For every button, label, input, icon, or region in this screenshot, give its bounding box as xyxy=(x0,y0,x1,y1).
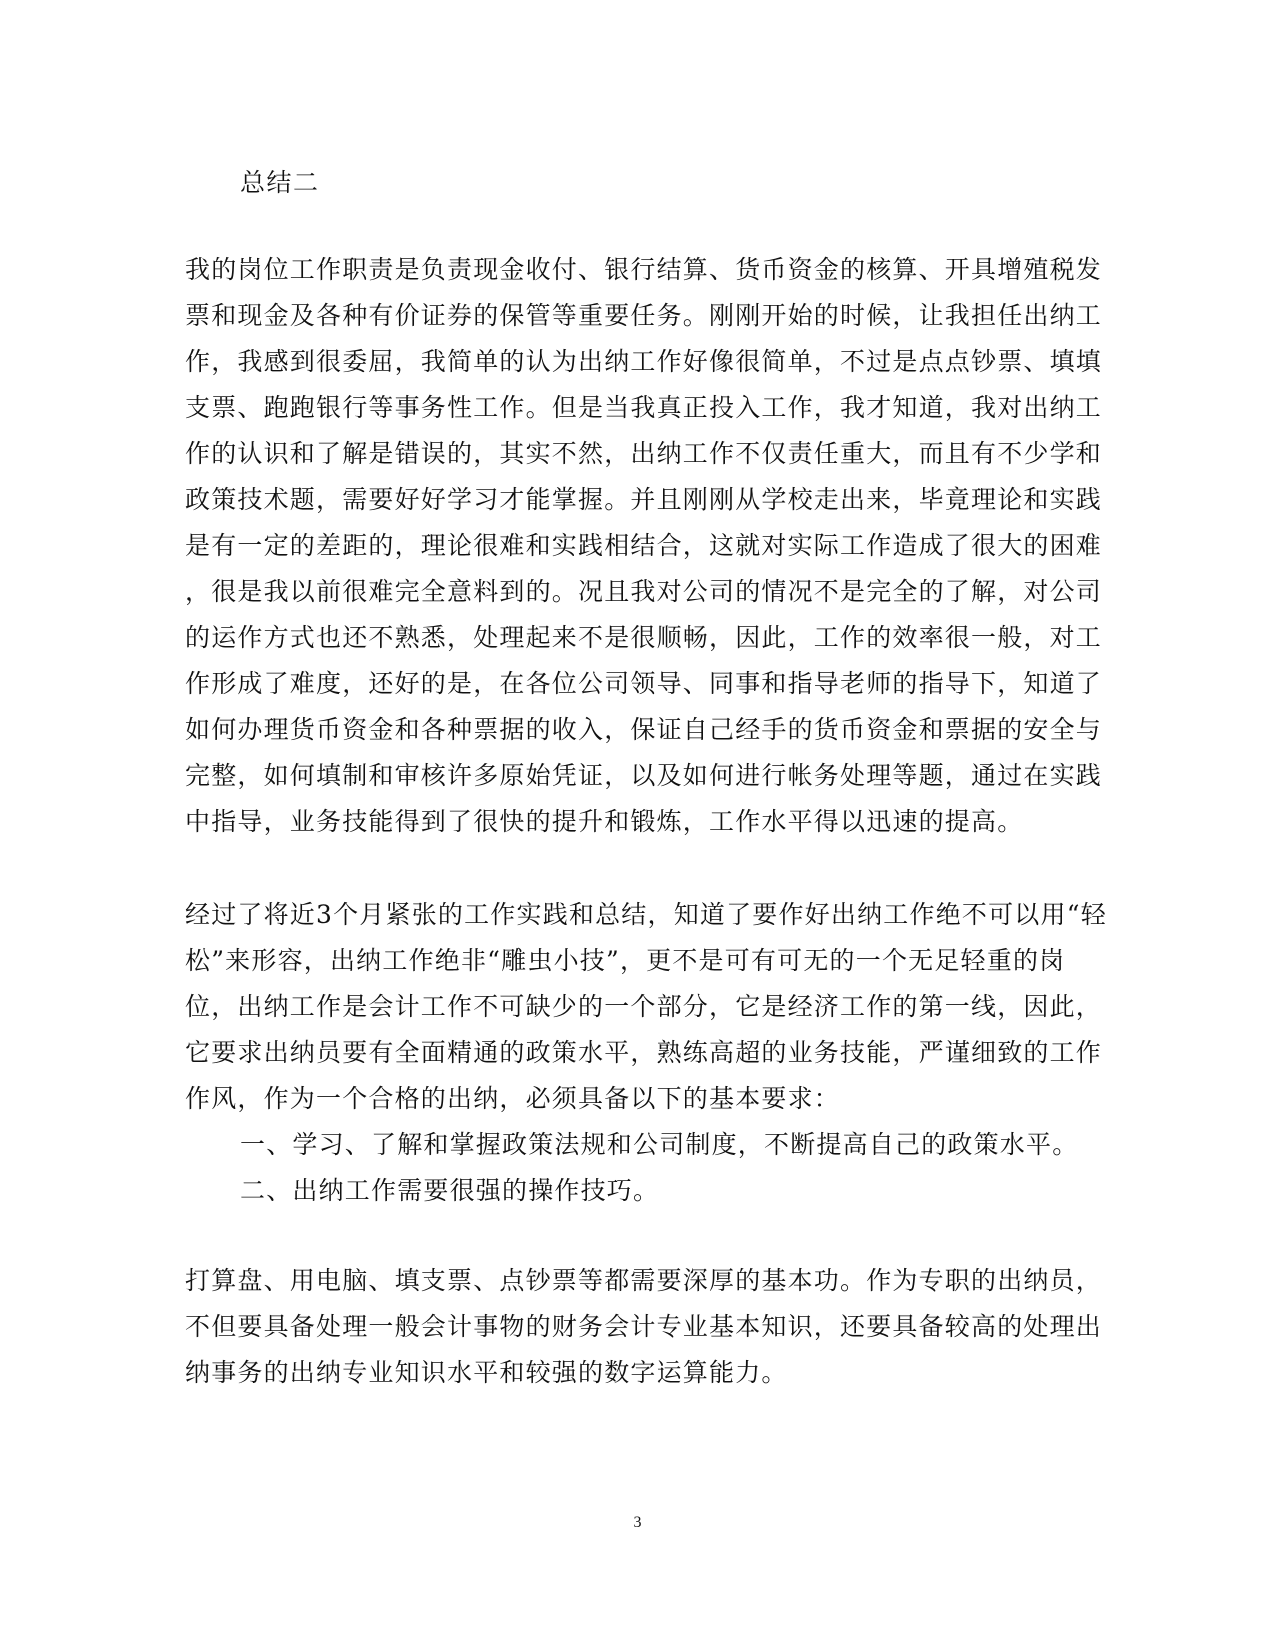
paragraph-line: 中指导，业务技能得到了很快的提升和锻炼，工作水平得以迅速的提高。 xyxy=(185,807,1024,836)
paragraph-line: 纳事务的出纳专业知识水平和较强的数字运算能力。 xyxy=(185,1358,788,1387)
paragraph-line: 不但要具备处理一般会计事物的财务会计专业基本知识，还要具备较高的处理出 xyxy=(185,1312,1103,1341)
paragraph-line: 作风，作为一个合格的出纳，必须具备以下的基本要求： xyxy=(185,1084,841,1113)
paragraph-line: 松”来形容，出纳工作绝非“雕虫小技”，更不是可有可无的一个无足轻重的岗 xyxy=(185,946,1066,975)
paragraph-line: 政策技术题，需要好好学习才能掌握。并且刚刚从学校走出来，毕竟理论和实践 xyxy=(185,485,1103,514)
list-item-2: 二、出纳工作需要很强的操作技巧。 xyxy=(240,1176,660,1205)
section-heading: 总结二 xyxy=(240,168,320,197)
paragraph-line: 它要求出纳员要有全面精通的政策水平，熟练高超的业务技能，严谨细致的工作 xyxy=(185,1038,1103,1067)
paragraph-line: ，很是我以前很难完全意料到的。况且我对公司的情况不是完全的了解，对公司 xyxy=(185,577,1103,606)
page-number: 3 xyxy=(633,1514,642,1531)
paragraph-line: 票和现金及各种有价证券的保管等重要任务。刚刚开始的时候，让我担任出纳工 xyxy=(185,301,1103,330)
list-item-1: 一、学习、了解和掌握政策法规和公司制度，不断提高自己的政策水平。 xyxy=(240,1130,1079,1159)
paragraph-line: 如何办理货币资金和各种票据的收入，保证自己经手的货币资金和票据的安全与 xyxy=(185,715,1103,744)
paragraph-line: 是有一定的差距的，理论很难和实践相结合，这就对实际工作造成了很大的困难 xyxy=(185,531,1103,560)
paragraph-line: 经过了将近3个月紧张的工作实践和总结，知道了要作好出纳工作绝不可以用“轻 xyxy=(185,900,1107,929)
paragraph-line: 作形成了难度，还好的是，在各位公司领导、同事和指导老师的指导下，知道了 xyxy=(185,669,1103,698)
paragraph-line: 位，出纳工作是会计工作不可缺少的一个部分，它是经济工作的第一线，因此， xyxy=(185,992,1103,1021)
paragraph-line: 的运作方式也还不熟悉，处理起来不是很顺畅，因此，工作的效率很一般，对工 xyxy=(185,623,1103,652)
paragraph-line: 我的岗位工作职责是负责现金收付、银行结算、货币资金的核算、开具增殖税发 xyxy=(185,255,1103,284)
paragraph-line: 完整，如何填制和审核许多原始凭证，以及如何进行帐务处理等题，通过在实践 xyxy=(185,761,1103,790)
paragraph-line: 打算盘、用电脑、填支票、点钞票等都需要深厚的基本功。作为专职的出纳员， xyxy=(185,1266,1103,1295)
paragraph-line: 作的认识和了解是错误的，其实不然，出纳工作不仅责任重大，而且有不少学和 xyxy=(185,439,1103,468)
paragraph-line: 作，我感到很委屈，我简单的认为出纳工作好像很简单，不过是点点钞票、填填 xyxy=(185,347,1103,376)
paragraph-line: 支票、跑跑银行等事务性工作。但是当我真正投入工作，我才知道，我对出纳工 xyxy=(185,393,1103,422)
